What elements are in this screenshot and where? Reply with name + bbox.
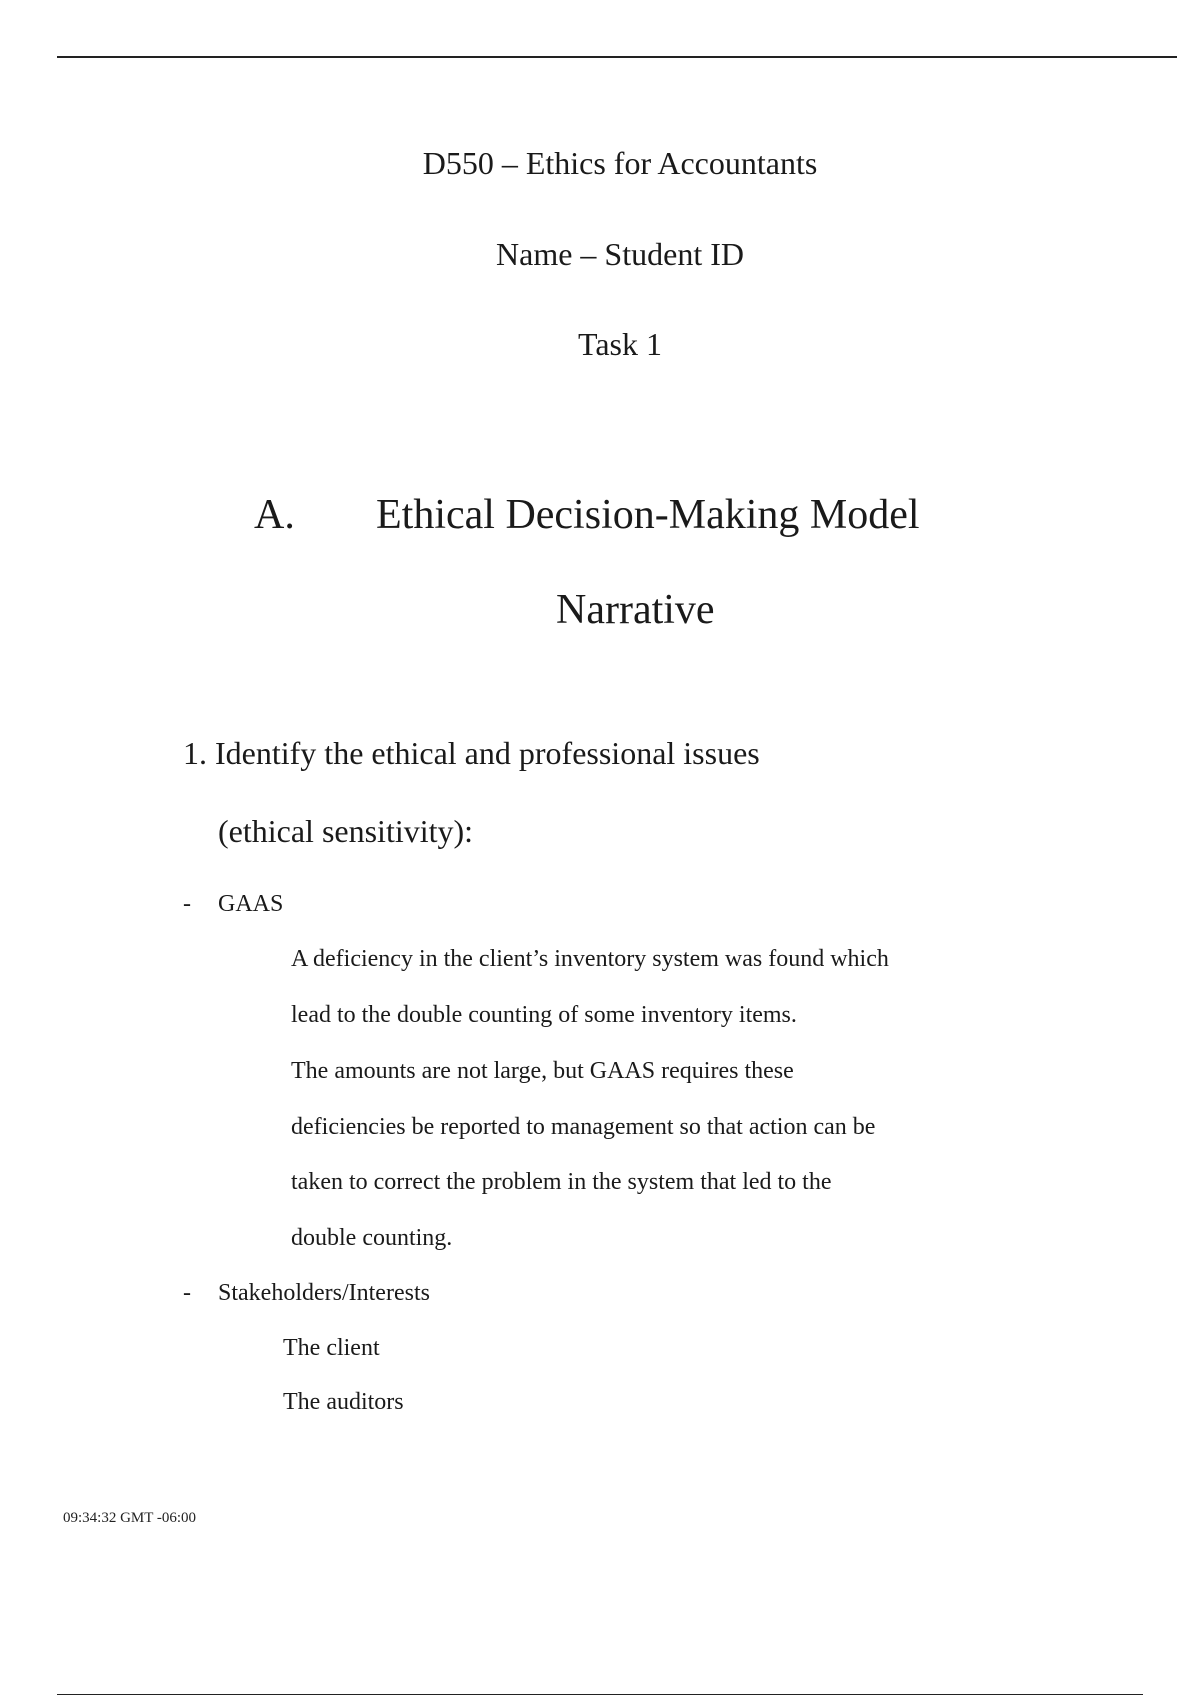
task-label: Task 1: [578, 326, 662, 362]
stakeholder-item: The auditors: [283, 1389, 404, 1415]
section-title-continued: Narrative: [556, 587, 715, 633]
top-divider: [57, 56, 1177, 58]
name-student-id-line: Name – Student ID: [496, 236, 744, 272]
question-heading: 1. Identify the ethical and professional issues: [183, 735, 760, 771]
paragraph-line: taken to correct the problem in the system that led to the: [291, 1169, 832, 1195]
bottom-divider: [57, 1694, 1143, 1695]
section-title: Ethical Decision-Making Model: [376, 492, 920, 538]
bullet-label-stakeholders: Stakeholders/Interests: [218, 1280, 430, 1306]
section-letter: A.: [254, 492, 295, 538]
stakeholder-item: The client: [283, 1335, 380, 1361]
bullet-marker: -: [183, 891, 191, 917]
question-heading-continued: (ethical sensitivity):: [218, 813, 474, 849]
bullet-label-gaas: GAAS: [218, 891, 284, 917]
timestamp-footer: 09:34:32 GMT -06:00: [63, 1510, 197, 1526]
paragraph-line: lead to the double counting of some inventory items.: [291, 1002, 797, 1028]
course-title: D550 – Ethics for Accountants: [422, 145, 818, 181]
paragraph-line: deficiencies be reported to management so that action can be: [291, 1114, 876, 1140]
paragraph-line: A deficiency in the client’s inventory system was found which: [291, 946, 889, 972]
paragraph-line: The amounts are not large, but GAAS requires these: [291, 1058, 794, 1084]
paragraph-line: double counting.: [291, 1225, 453, 1251]
bullet-marker: -: [183, 1280, 191, 1306]
